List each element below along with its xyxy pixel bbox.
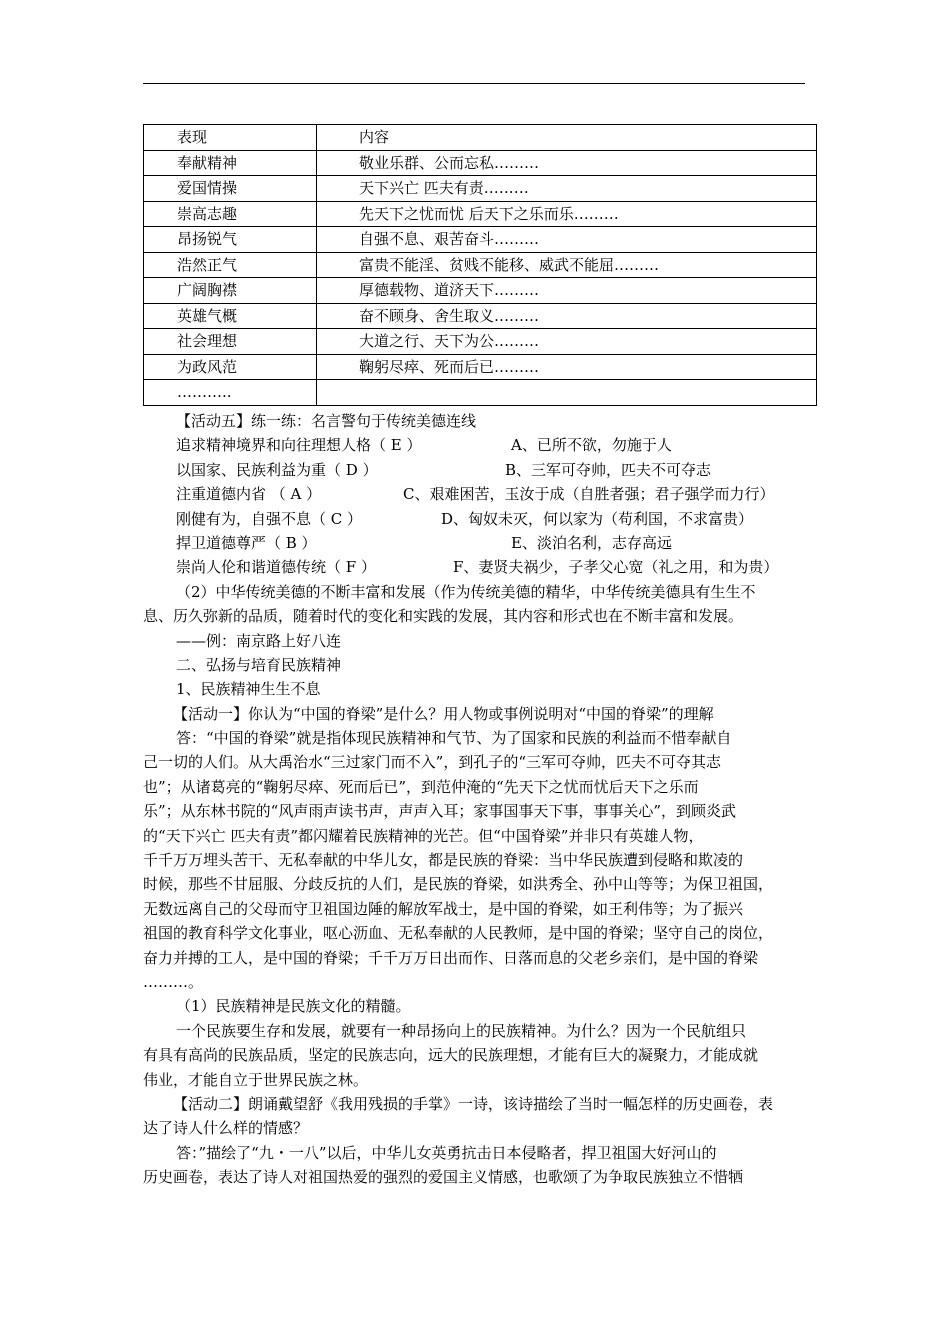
cell-trait: 奉献精神 <box>144 150 317 176</box>
table-row <box>144 354 817 380</box>
cell-trait: 广阔胸襟 <box>144 278 317 304</box>
cell-content: 厚德载物、道济天下……… <box>317 278 817 304</box>
paragraph-develop-cont: 息、历久弥新的品质，随着时代的变化和实践的发展，其内容和形式也在不断丰富和发展。 <box>143 607 744 626</box>
activity2-question <box>143 1092 818 1141</box>
cell-trait: 表现 <box>144 125 317 151</box>
text-line: 无数远离自己的父母而守卫祖国边陲的解放军战士，是中国的脊梁，如王利伟等；为了振兴 <box>143 899 744 918</box>
text-line: 一个民族要生存和发展，就要有一种昂扬向上的民族精神。为什么？因为一个民航组只 <box>176 1021 747 1040</box>
cell-trait: 崇高志趣 <box>144 201 317 227</box>
matching-row <box>143 433 818 457</box>
cell-content: 天下兴亡 匹夫有责……… <box>317 176 817 202</box>
text-line: 乐”；从东林书院的“风声雨声读书声，声声入耳；家事国事天下事，事事关心”，到顾炎武 <box>143 802 737 821</box>
cell-trait: 昂扬锐气 <box>144 227 317 253</box>
activity5-title: 【活动五】练一练：名言警句于传统美德连线 <box>176 412 477 430</box>
header-rule <box>143 83 805 84</box>
text-line: 有具有高尚的民族品质，坚定的民族志向，远大的民族理想，才能有巨大的凝聚力，才能成就 <box>143 1046 759 1065</box>
matching-right: B、三军可夺帅，匹夫不可夺志 <box>505 460 712 479</box>
matching-right: D、匈奴未灭，何以家为（苟利国，不求富贵） <box>441 509 754 528</box>
text-line: 历史画卷，表达了诗人对祖国热爱的强烈的爱国主义情感，也歌颂了为争取民族独立不惜牺 <box>143 1168 744 1187</box>
cell-content <box>317 380 817 406</box>
activity1-answer <box>143 726 818 994</box>
matching-right: A、已所不欲，勿施于人 <box>511 436 672 455</box>
text-line: 祖国的教育科学文化事业，呕心沥血、无私奉献的人民教师，是中国的脊梁；坚守自己的岗位， <box>143 924 774 943</box>
table-row <box>144 380 817 406</box>
table-row <box>144 329 817 355</box>
cell-content: 大道之行、天下为公……… <box>317 329 817 355</box>
matching-row <box>143 531 818 555</box>
cell-content: 先天下之忧而忧 后天下之乐而乐……… <box>317 201 817 227</box>
text-line: 奋力并搏的工人，是中国的脊梁；千千万万日出而作、日落而息的父老乡亲们，是中国的脊梁 <box>143 948 759 967</box>
matching-left: 注重道德内省 （ A ） <box>176 485 322 504</box>
cell-trait: 为政风范 <box>144 354 317 380</box>
cell-trait: 英雄气概 <box>144 303 317 329</box>
matching-right: C、艰难困苦，玉汝于成（自胜者强；君子强学而力行） <box>403 485 775 504</box>
text-line: 答：”描绘了“九・一八”以后，中华儿女英勇抗击日本侵略者，捍卫祖国大好河山的 <box>176 1143 717 1162</box>
matching-left: 刚健有为，自强不息（ C ） <box>176 509 363 528</box>
matching-left: 以国家、民族利益为重（ D ） <box>176 460 378 479</box>
matching-row <box>143 482 818 506</box>
text-line: 也”；从诸葛亮的“鞠躬尽瘁、死而后已”，到范仲淹的“先天下之忧而忧后天下之乐而 <box>143 777 699 796</box>
text-line: 答：“中国的脊梁”就是指体现民族精神和气节、为了国家和民族的利益而不惜奉献自 <box>176 729 732 748</box>
table-row <box>144 176 817 202</box>
cell-content: 自强不息、艰苦奋斗……… <box>317 227 817 253</box>
matching-right: E、淡泊名利，志存高远 <box>511 533 672 552</box>
cell-content: 敬业乐群、公而忘私……… <box>317 150 817 176</box>
matching-left: 崇尚人伦和谐道德传统（ F ） <box>176 558 376 577</box>
table-row <box>144 227 817 253</box>
paragraph-develop: （2）中华传统美德的不断丰富和发展（作为传统美德的精华，中华传统美德具有生生不 <box>176 582 756 601</box>
virtues-table <box>143 124 817 406</box>
text-line: 伟业，才能自立于世界民族之林。 <box>143 1070 369 1089</box>
text-line: 达了诗人什么样的情感？ <box>143 1119 309 1138</box>
table-row <box>144 150 817 176</box>
text-line: 【活动二】朗诵戴望舒《我用残损的手掌》一诗，该诗描绘了当时一幅怎样的历史画卷，表 <box>173 1094 774 1113</box>
cell-content: 鞠躬尽瘁、死而后已……… <box>317 354 817 380</box>
text-line: 的“天下兴亡 匹夫有责”都闪耀着民族精神的光芒。但“中国脊梁”并非只有英雄人物， <box>143 826 704 845</box>
example-line: ——例：南京路上好八连 <box>176 631 342 650</box>
cell-trait: 社会理想 <box>144 329 317 355</box>
cell-trait: 浩然正气 <box>144 252 317 278</box>
text-line: 时候，那些不甘屈服、分歧反抗的人们，是民族的脊梁，如洪秀全、孙中山等等；为保卫祖国， <box>143 875 774 894</box>
cell-content: 富贵不能淫、贫贱不能移、威武不能屈……… <box>317 252 817 278</box>
matching-left: 追求精神境界和向往理想人格（ E ） <box>176 436 422 455</box>
matching-row <box>143 458 818 482</box>
table-header-row <box>144 125 817 151</box>
matching-right: F、妻贤夫祸少，子孝父心宽（礼之用，和为贵） <box>453 558 779 577</box>
table-row <box>144 252 817 278</box>
subsection-heading: 1、民族精神生生不息 <box>176 680 321 699</box>
text-line: 千千万万埋头苦干、无私奉献的中华儿女，都是民族的脊梁：当中华民族遭到侵略和欺凌的 <box>143 851 744 870</box>
cell-trait: 爱国情操 <box>144 176 317 202</box>
activity2-answer <box>143 1141 818 1190</box>
table-row <box>144 201 817 227</box>
cell-trait: ……….. <box>144 380 317 406</box>
table-row <box>144 303 817 329</box>
document-body <box>143 409 818 1190</box>
matching-row <box>143 555 818 579</box>
activity1-question: 【活动一】你认为“中国的脊梁”是什么？用人物或事例说明对“中国的脊梁”的理解 <box>173 704 714 723</box>
matching-left: 捍卫道德尊严（ B ） <box>176 533 317 552</box>
text-line: 己一切的人们。从大禹治水“三过家门而不入”，到孔子的“三军可夺帅，匹夫不可夺其志 <box>143 753 722 772</box>
matching-row <box>143 507 818 531</box>
cell-content: 奋不顾身、舍生取义……… <box>317 303 817 329</box>
culture-paragraph <box>143 1019 818 1092</box>
table-row <box>144 278 817 304</box>
section-heading: 二、弘扬与培育民族精神 <box>176 655 342 674</box>
culture-heading: （1）民族精神是民族文化的精髓。 <box>176 997 411 1016</box>
cell-content: 内容 <box>317 125 817 151</box>
matching-list <box>143 433 818 579</box>
text-line: ………。 <box>143 972 204 991</box>
